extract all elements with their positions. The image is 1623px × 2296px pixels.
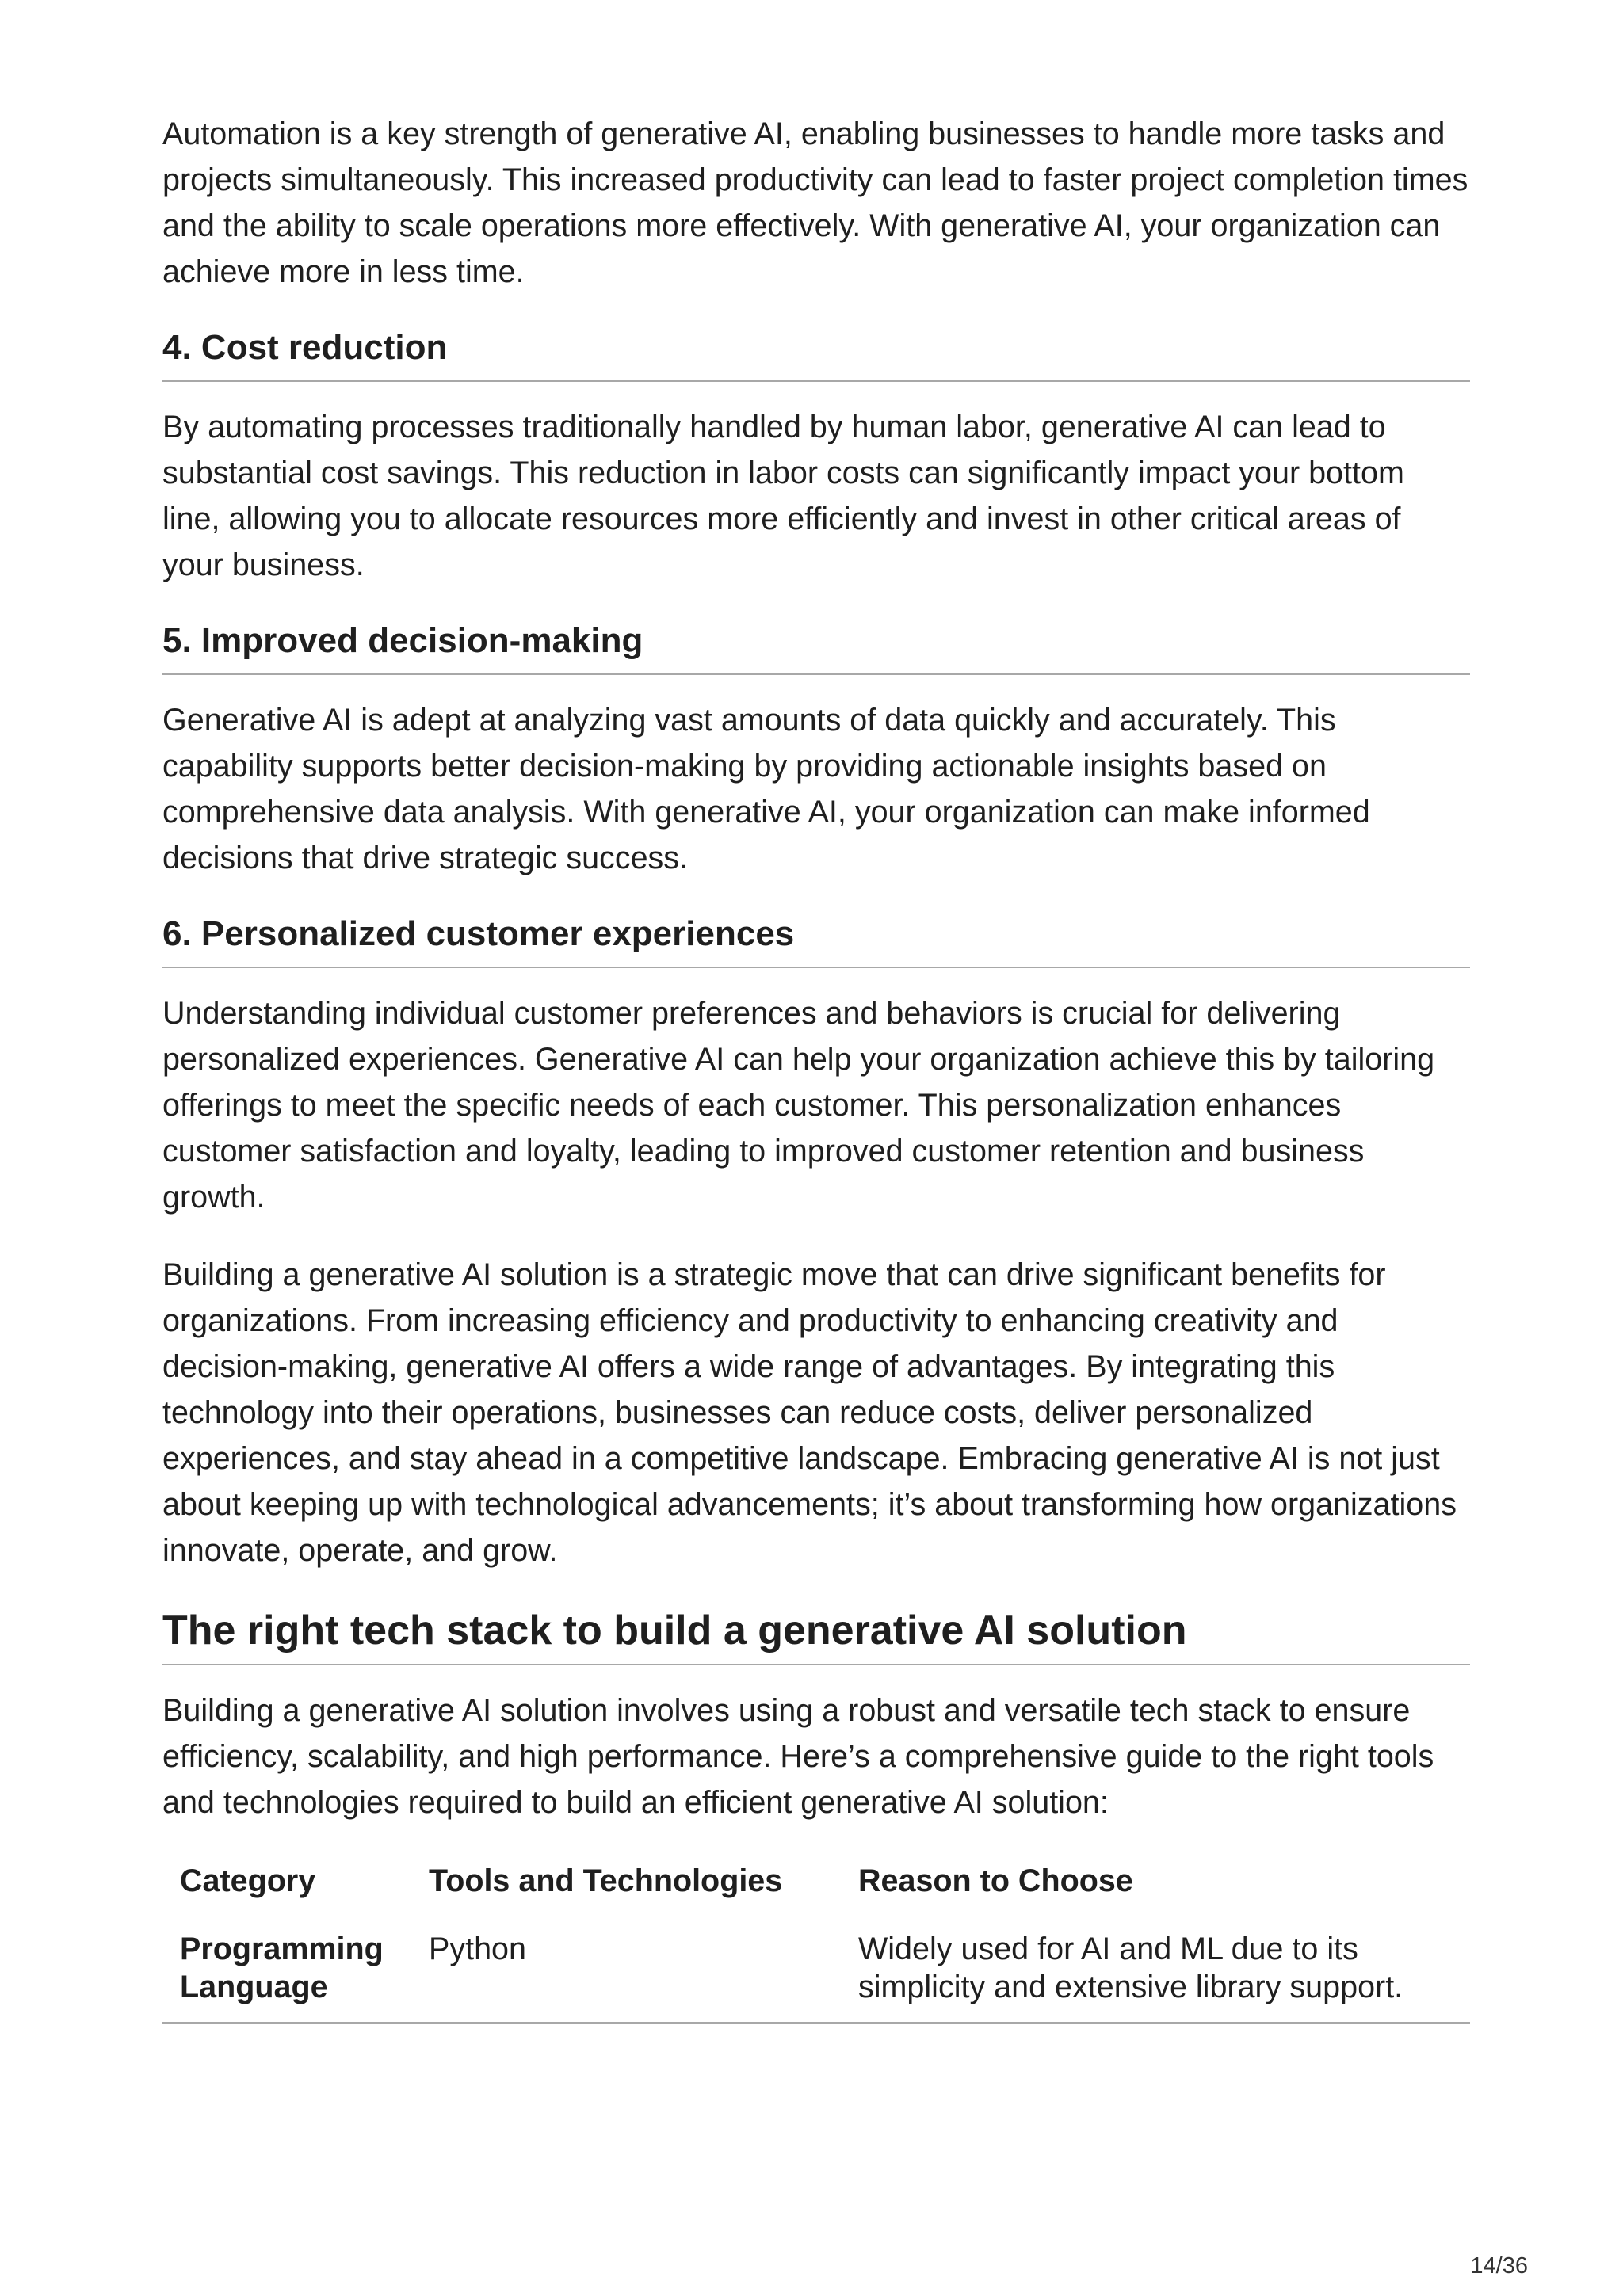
personalized-experiences-paragraph: Understanding individual customer preferences and behaviors is crucial for delivering personalized experiences. Generative AI can help your organization achieve this by tailoring offerings to meet the specific needs of each customer. This personalization enhances customer satisfaction and loyalty, leading to improved customer retention and business growth. [162, 996, 1435, 1215]
decision-making-paragraph: Generative AI is adept at analyzing vast amounts of data quickly and accurately. This capability supports better decision-making by providing actionable insights based on comprehensive data analysis. With generative AI, your organization can make informed decisions that drive strategic success. [162, 703, 1370, 875]
summary-paragraph: Building a generative AI solution is a strategic move that can drive significant benefits for organizations. From increasing efficiency and productivity to enhancing creativity and decision-making, generative AI offers a wide range of advantages. By integrating this technology into their operations, businesses can reduce costs, deliver personalized experiences, and stay ahead in a competitive landscape. Embracing generative AI is not just about keeping up with technological advancements; it’s about transforming how organizations innovate, operate, and grow. [162, 1257, 1457, 1568]
document-page [162, 111, 1470, 2024]
table-cell-category: Programming Language [162, 1930, 411, 2023]
page-number: 14/36 [1470, 2253, 1528, 2279]
cost-reduction-paragraph: By automating processes traditionally handled by human labor, generative AI can lead to substantial cost savings. This reduction in labor costs can significantly impact your bottom line, allowing you to allocate resources more efficiently and invest in other critical areas of your business. [162, 410, 1404, 582]
table-header-category: Category [180, 1863, 316, 1898]
table-header-tools: Tools and Technologies [429, 1863, 783, 1898]
intro-paragraph: Automation is a key strength of generative AI, enabling businesses to handle more tasks and projects simultaneously. This increased productivity can lead to faster project completion times and the ability to scale operations more effectively. With generative AI, your organization can achieve more in less time. [162, 116, 1468, 289]
table-cell-tools: Python [411, 1930, 841, 2023]
table-cell-reason: Widely used for AI and ML due to its simplicity and extensive library support. [841, 1930, 1470, 2023]
heading-tech-stack: The right tech stack to build a generative AI solution [162, 1605, 1470, 1665]
table-row [162, 1930, 1470, 2023]
tech-stack-table [162, 1862, 1470, 2024]
tech-stack-paragraph: Building a generative AI solution involves using a robust and versatile tech stack to ensure efficiency, scalability, and high performance. Here’s a comprehensive guide to the right tools and technologies required to build an efficient generative AI solution: [162, 1693, 1434, 1820]
table-header-row [162, 1862, 1470, 1930]
heading-cost-reduction: 4. Cost reduction [162, 326, 1470, 382]
heading-improved-decision-making: 5. Improved decision-making [162, 620, 1470, 675]
table-header-reason: Reason to Choose [858, 1863, 1133, 1898]
heading-personalized-customer-experiences: 6. Personalized customer experiences [162, 913, 1470, 968]
